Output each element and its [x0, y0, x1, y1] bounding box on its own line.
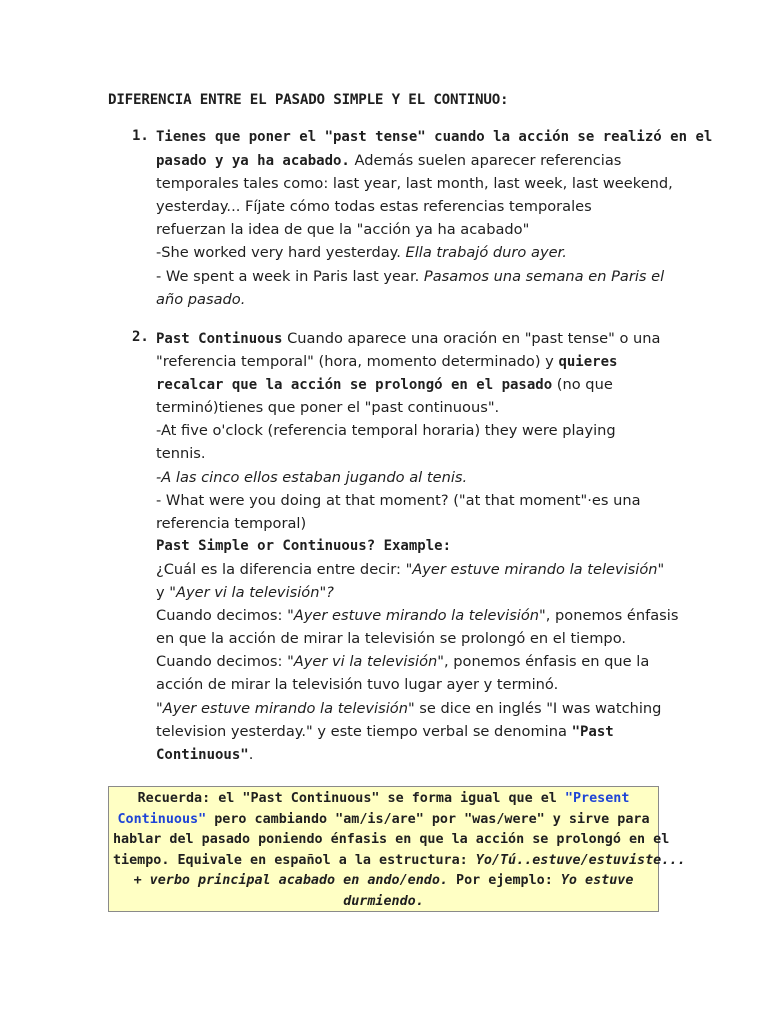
text-line [156, 720, 666, 743]
text-line [156, 149, 666, 172]
text-line [156, 265, 666, 288]
list-number: 2. [132, 329, 149, 345]
link-present-continuous-2[interactable]: Continuous" [117, 811, 207, 827]
text-line [156, 581, 666, 604]
bold-text: Continuous" [156, 746, 249, 763]
text: , ponemos énfasis en que la [443, 653, 650, 671]
note-line: durmiendo. [343, 893, 424, 909]
text-line: acción de mirar la televisión tuvo lugar ayer y terminó. [156, 676, 559, 694]
italic-text: "Ayer vi la televisión" [287, 653, 444, 671]
note-line: hablar del pasado poniendo énfasis en que la acción se prolongó en el [113, 832, 670, 847]
text: pero cambiando "am/is/are" por "was/were" y sirve para [206, 811, 650, 827]
list-item-body [156, 327, 679, 766]
page-title: DIFERENCIA ENTRE EL PASADO SIMPLE Y EL CONTINUO: [108, 92, 509, 108]
text-line: año pasado. [156, 290, 246, 308]
italic-text: Yo estuve [560, 873, 634, 888]
bold-text: Past Continuous [156, 331, 283, 347]
italic-text: "Ayer estuve mirando la televisión" [287, 607, 546, 625]
bold-text: pasado y ya ha acabado. [156, 153, 350, 170]
text-line: Tienes que poner el "past tense" cuando la acción se realizó en el [156, 129, 713, 145]
text-line [156, 604, 679, 627]
text-line: yesterday... Fíjate cómo todas estas referencias temporales [156, 198, 592, 216]
italic-text: Yo/Tú..estuve/estuviste... [475, 852, 686, 868]
text-line: tennis. [156, 445, 206, 463]
text: television yesterday." y este tiempo verbal se denomina [156, 722, 572, 740]
text-line [156, 373, 666, 396]
text: - We spent a week in Paris last year. [156, 267, 424, 285]
link-present-continuous[interactable]: "Present [564, 791, 630, 806]
bold-text: quieres [558, 354, 618, 371]
text: Cuando aparece una oración en "past tense" o una [282, 330, 661, 347]
text-line: -At five o'clock (referencia temporal horaria) they were playing [156, 422, 616, 440]
text: (no que [552, 376, 613, 394]
text: se dice en inglés "I was watching [414, 699, 662, 717]
text: y [156, 584, 170, 602]
text-line: en que la acción de mirar la televisión se prolongó en el tiempo. [156, 630, 627, 648]
text: Cuando decimos: [156, 607, 288, 625]
note-line [113, 810, 654, 831]
text: Por ejemplo: [447, 873, 561, 888]
note-line [113, 871, 654, 892]
italic-text: Ella trabajó duro ayer. [405, 244, 567, 262]
list-item-body [156, 126, 713, 311]
text: tiempo. Equivale en español a la estructura: [113, 852, 476, 868]
list-number: 1. [132, 128, 149, 144]
text: , ponemos énfasis [545, 607, 679, 625]
text: . [248, 745, 254, 763]
text: Cuando decimos: [156, 653, 288, 671]
bold-text: recalcar que la acción se prolongó en el pasado [156, 377, 553, 394]
text-line: refuerzan la idea de que la "acción ya ha acabado" [156, 221, 530, 239]
italic-text: "Ayer vi la televisión"? [169, 584, 334, 602]
text-line: -A las cinco ellos estaban jugando al tenis. [156, 468, 468, 486]
italic-text: + verbo principal acabado en ando/endo. [133, 873, 448, 888]
text-line [156, 241, 666, 264]
example-heading: Past Simple or Continuous? Example: [156, 537, 452, 554]
text-line [156, 350, 666, 373]
text-line: terminó)tienes que poner el "past continuous". [156, 399, 500, 417]
text: -She worked very hard yesterday. [156, 244, 406, 262]
bold-text: "Past [571, 723, 614, 740]
text: Además suelen aparecer referencias [349, 152, 622, 170]
text-line [156, 558, 666, 581]
italic-text: "Ayer estuve mirando la televisión" [156, 699, 415, 717]
text-line [156, 650, 666, 673]
text-line [156, 327, 666, 350]
text: Recuerda: el "Past Continuous" se forma igual que el [137, 791, 565, 806]
italic-text: Pasamos una semana en Paris el [423, 267, 665, 285]
text: ¿Cuál es la diferencia entre decir: [156, 560, 406, 578]
text-line [156, 743, 666, 766]
text-line: referencia temporal) [156, 514, 307, 532]
text: "referencia temporal" (hora, momento determinado) y [156, 353, 559, 371]
italic-text: "Ayer estuve mirando la televisión" [405, 560, 665, 578]
note-line [113, 851, 686, 872]
text-line [156, 697, 666, 720]
reminder-note-box [108, 786, 686, 912]
note-line [113, 789, 654, 810]
text-line: - What were you doing at that moment? ("at that moment"·es una [156, 491, 641, 509]
text-line: temporales tales como: last year, last month, last week, last weekend, [156, 175, 673, 193]
